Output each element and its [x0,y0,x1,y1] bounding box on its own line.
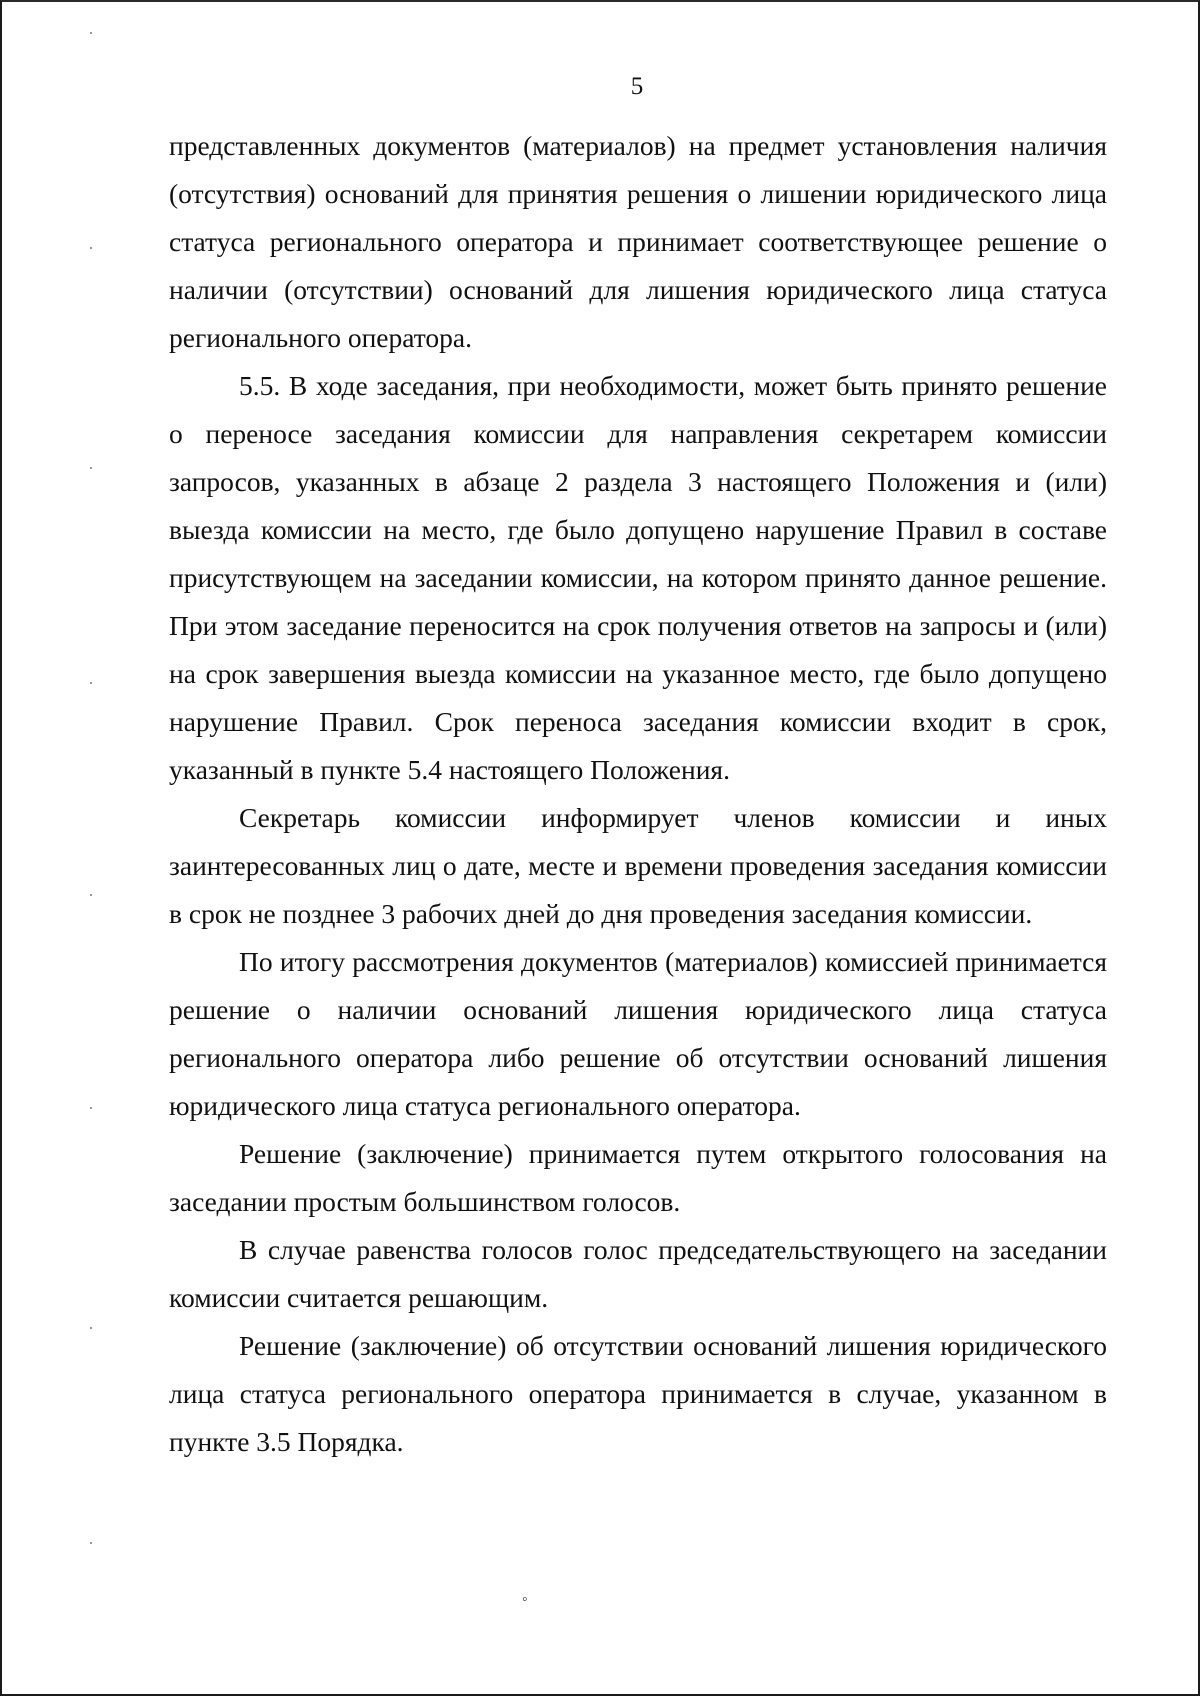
paragraph-continuation: представленных документов (материалов) на предмет установления наличия (отсутствия) оснований для принятия решения о лишении юридического лица статуса регионального оператора и принимает соответствующее решение о наличии (отсутствии) оснований для лишения юридического лица статуса регионального оператора. [169,130,1107,353]
scan-dot [90,1542,92,1544]
scan-dot [90,894,92,896]
scan-dot [90,32,92,34]
paragraph-review-result: По итогу рассмотрения документов (материалов) комиссией принимается решение о наличии оснований лишения юридического лица статуса регионального оператора либо решение об отсутствии оснований лишения юридического лица статуса регионального оператора. [169,946,1107,1121]
document-body [169,122,1107,1466]
paragraph-5-5: 5.5. В ходе заседания, при необходимости, может быть принято решение о переносе заседания комиссии для направления секретарем комиссии запросов, указанных в абзаце 2 раздела 3 настоящего Положения и (или) выезда комиссии на место, где было допущено нарушение Правил в составе присутствующем на заседании комиссии, на котором принято данное решение. При этом заседание переносится на срок получения ответов на запросы и (или) на срок завершения выезда комиссии на указанное место, где было допущено нарушение Правил. Срок переноса заседания комиссии входит в срок, указанный в пункте 5.4 настоящего Положения. [169,370,1107,785]
margin-scan-dots [90,2,94,1694]
scan-dot [90,1327,92,1329]
scan-dot [90,247,92,249]
paragraph-voting: Решение (заключение) принимается путем открытого голосования на заседании простым большинством голосов. [169,1138,1107,1217]
scan-mark: ◦ [522,1591,528,1608]
scan-dot [90,1107,92,1109]
scan-dot [90,467,92,469]
paragraph-tie-vote: В случае равенства голосов голос председательствующего на заседании комиссии считается решающим. [169,1234,1107,1313]
paragraph-no-grounds-decision: Решение (заключение) об отсутствии оснований лишения юридического лица статуса регионального оператора принимается в случае, указанном в пункте 3.5 Порядка. [169,1330,1107,1457]
page-number: 5 [630,73,644,100]
paragraph-secretary-notice: Секретарь комиссии информирует членов комиссии и иных заинтересованных лиц о дате, месте и времени проведения заседания комиссии в срок не позднее 3 рабочих дней до дня проведения заседания комиссии. [169,802,1107,929]
scan-dot [90,682,92,684]
